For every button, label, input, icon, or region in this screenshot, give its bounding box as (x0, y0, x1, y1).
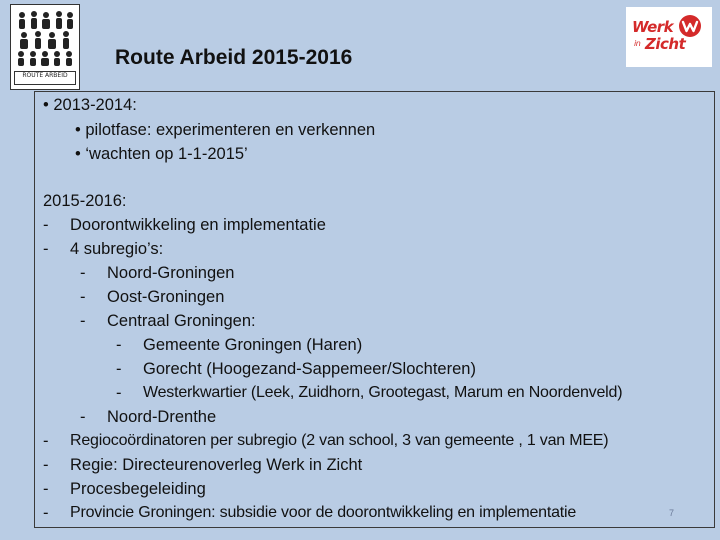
phase2-heading: 2015-2016: (43, 192, 127, 210)
dash-marker: - (80, 312, 86, 330)
subregion-4: Noord-Drenthe (107, 408, 217, 426)
subregion-3: Centraal Groningen: (107, 312, 256, 330)
logo-word-zicht: Zicht (645, 35, 686, 53)
phase2-item-6: Provincie Groningen: subsidie voor de doorontwikkeling en implementatie (70, 504, 577, 521)
subregion-2: Oost-Groningen (107, 288, 225, 306)
phase1-bullet-2: • ‘wachten op 1-1-2015’ (75, 145, 248, 163)
dash-marker: - (43, 240, 49, 258)
centraal-item-3: Westerkwartier (Leek, Zuidhorn, Grootegast, Marum en Noordenveld) (143, 384, 623, 401)
dash-marker: - (43, 432, 49, 450)
logo-word-werk: Werk (632, 18, 674, 36)
logo-word-in: in (634, 39, 641, 48)
dash-marker: - (80, 408, 86, 426)
subregion-1: Noord-Groningen (107, 264, 235, 282)
werk-in-zicht-mark-icon (678, 14, 702, 38)
dash-marker: - (43, 504, 49, 522)
phase2-item-3: Regiocoördinatoren per subregio (2 van school, 3 van gemeente , 1 van MEE) (70, 432, 609, 449)
dash-marker: - (80, 264, 86, 282)
dash-marker: - (43, 480, 49, 498)
route-arbeid-logo-text: ROUTE ARBEID (14, 71, 76, 85)
dash-marker: - (116, 336, 122, 354)
centraal-item-1: Gemeente Groningen (Haren) (143, 336, 363, 354)
dash-marker: - (43, 216, 49, 234)
phase2-item-4: Regie: Directeurenoverleg Werk in Zicht (70, 456, 363, 474)
phase1-bullet-1: • pilotfase: experimenteren en verkennen (75, 121, 376, 139)
phase1-heading: • 2013-2014: (43, 96, 137, 114)
dash-marker: - (116, 360, 122, 378)
dash-marker: - (80, 288, 86, 306)
page-number: 7 (669, 508, 675, 518)
dash-marker: - (43, 456, 49, 474)
page-title: Route Arbeid 2015-2016 (115, 46, 353, 69)
route-arbeid-logo (10, 4, 80, 90)
dash-marker: - (116, 384, 122, 402)
phase2-item-1: Doorontwikkeling en implementatie (70, 216, 326, 234)
people-figures-icon (15, 9, 75, 67)
werk-in-zicht-logo (626, 7, 712, 67)
phase2-item-2: 4 subregio’s: (70, 240, 164, 258)
phase2-item-5: Procesbegeleiding (70, 480, 206, 498)
centraal-item-2: Gorecht (Hoogezand-Sappemeer/Slochteren) (143, 360, 476, 378)
